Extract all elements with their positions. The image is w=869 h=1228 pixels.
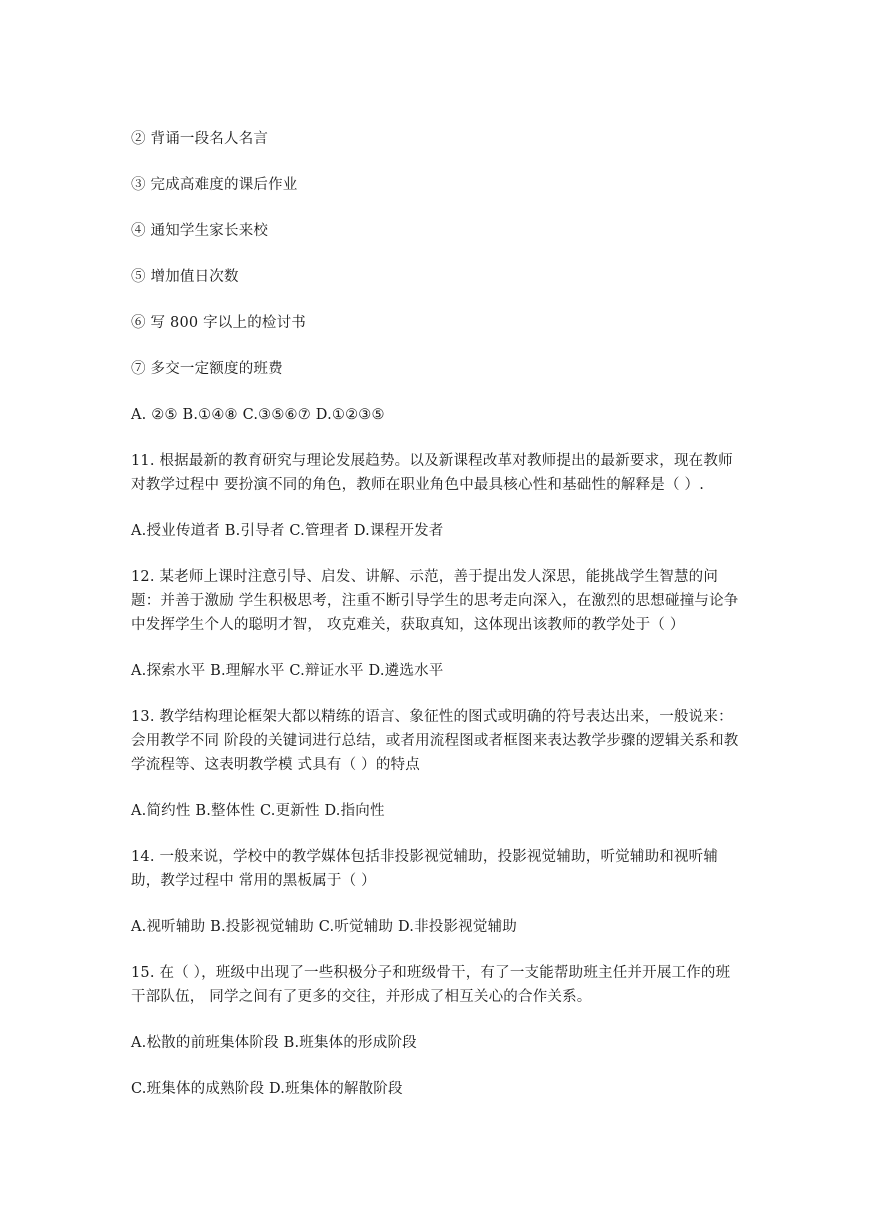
option-item-2: ② 背诵一段名人名言	[131, 131, 269, 147]
question-14: 14. 一般来说，学校中的教学媒体包括非投影视觉辅助，投影视觉辅助，听觉辅助和视听辅助，教学过程中 常用的黑板属于（ ）	[131, 849, 719, 889]
question-15: 15. 在（ ），班级中出现了一些积极分子和班级骨干，有了一支能帮助班主任并开展工作的班干部队伍， 同学之间有了更多的交往，并形成了相互关心的合作关系。	[131, 965, 731, 1005]
answer-choices-13: A.简约性 B.整体性 C.更新性 D.指向性	[131, 803, 385, 819]
option-item-6: ⑥ 写 800 字以上的检讨书	[131, 315, 307, 331]
option-item-3: ③ 完成高难度的课后作业	[131, 177, 298, 193]
answer-choices-15-ab: A.松散的前班集体阶段 B.班集体的形成阶段	[131, 1035, 417, 1051]
question-13: 13. 教学结构理论框架大都以精练的语言、象征性的图式或明确的符号表达出来，一般说来：会用教学不同 阶段的关键词进行总结，或者用流程图或者框图来表达教学步骤的逻辑关系和教学流程等、这表明教学模 式具有（ ）的特点	[131, 709, 739, 773]
question-12: 12. 某老师上课时注意引导、启发、讲解、示范，善于提出发人深思，能挑战学生智慧的问题：并善于激励 学生积极思考，注重不断引导学生的思考走向深入，在激烈的思想碰撞与论争中发挥学生个人的聪明才智， 攻克难关，获取真知，这体现出该教师的教学处于（ ）	[131, 569, 739, 633]
option-item-4: ④ 通知学生家长来校	[131, 223, 269, 239]
answer-choices-15-cd: C.班集体的成熟阶段 D.班集体的解散阶段	[131, 1081, 403, 1097]
option-item-7: ⑦ 多交一定额度的班费	[131, 361, 283, 377]
answer-choices-12: A.探索水平 B.理解水平 C.辩证水平 D.遴选水平	[131, 663, 444, 679]
document-body	[131, 127, 741, 1123]
answer-choices-14: A.视听辅助 B.投影视觉辅助 C.听觉辅助 D.非投影视觉辅助	[131, 919, 517, 935]
question-11: 11. 根据最新的教育研究与理论发展趋势。以及新课程改革对教师提出的最新要求，现在教师对教学过程中 要扮演不同的角色，教师在职业角色中最具核心性和基础性的解释是（ ）.	[131, 453, 733, 493]
answer-choices-11: A.授业传道者 B.引导者 C.管理者 D.课程开发者	[131, 523, 444, 539]
answer-choices-10: A. ②⑤ B.①④⑧ C.③⑤⑥⑦ D.①②③⑤	[131, 407, 385, 423]
option-item-5: ⑤ 增加值日次数	[131, 269, 239, 285]
